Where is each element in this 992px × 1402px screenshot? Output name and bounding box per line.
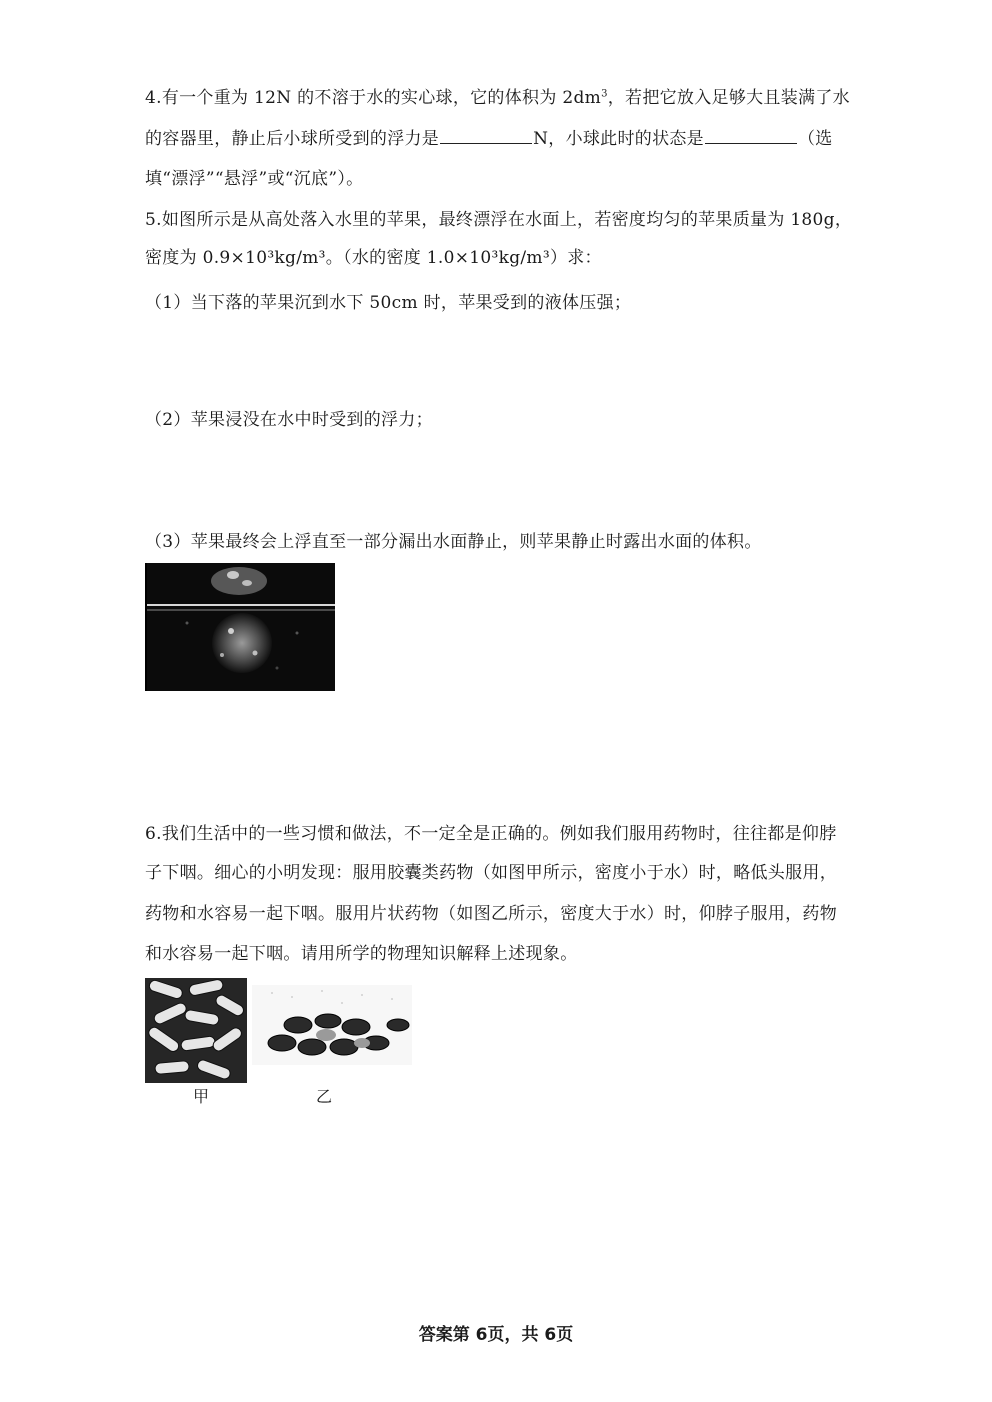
q5-line-2: 密度为 0.9×10³kg/m³。（水的密度 1.0×10³kg/m³）求： — [145, 248, 602, 268]
q4-line-1 — [145, 86, 865, 110]
q4-text: ，若把它放入足够大且装满了水 — [607, 88, 850, 108]
q6-line-2: 子下咽。细心的小明发现：服用胶囊类药物（如图甲所示，密度小于水）时，略低头服用， — [145, 863, 837, 883]
q4-text: N，小球此时的状态是 — [533, 129, 704, 149]
apple-in-water-photo — [145, 563, 335, 691]
q6-line-3: 药物和水容易一起下咽。服用片状药物（如图乙所示，密度大于水）时，仰脖子服用，药物 — [145, 904, 837, 924]
q6-line-1: 6.我们生活中的一些习惯和做法，不一定全是正确的。例如我们服用药物时，往往都是仰脖 — [145, 824, 837, 844]
tablets-photo — [252, 985, 412, 1065]
q5-part-3: （3）苹果最终会上浮直至一部分漏出水面静止，则苹果静止时露出水面的体积。 — [145, 532, 762, 552]
q5-part-2: （2）苹果浸没在水中时受到的浮力； — [145, 410, 433, 430]
q4-line-2 — [145, 127, 865, 151]
state-answer-blank[interactable] — [705, 127, 797, 144]
q4-text: 4.有一个重为 12N 的不溶于水的实心球，它的体积为 2dm — [145, 88, 602, 108]
capsules-photo — [145, 978, 247, 1083]
q6-line-4: 和水容易一起下咽。请用所学的物理知识解释上述现象。 — [145, 944, 578, 964]
q4-text: （选 — [797, 129, 833, 149]
caption-jia: 甲 — [193, 1087, 210, 1106]
page-footer: 答案第 6页，共 6页 — [418, 1325, 574, 1345]
q5-part-1: （1）当下落的苹果沉到水下 50cm 时，苹果受到的液体压强； — [145, 293, 632, 313]
q4-text: 的容器里，静止后小球所受到的浮力是 — [145, 129, 440, 149]
q4-line-3: 填“漂浮”“悬浮”或“沉底”）。 — [145, 169, 364, 189]
q5-line-1: 5.如图所示是从高处落入水里的苹果，最终漂浮在水面上，若密度均匀的苹果质量为 180g， — [145, 210, 853, 230]
caption-yi: 乙 — [316, 1087, 333, 1106]
q4-superscript: 3 — [601, 88, 608, 100]
buoyancy-answer-blank[interactable] — [440, 127, 532, 144]
